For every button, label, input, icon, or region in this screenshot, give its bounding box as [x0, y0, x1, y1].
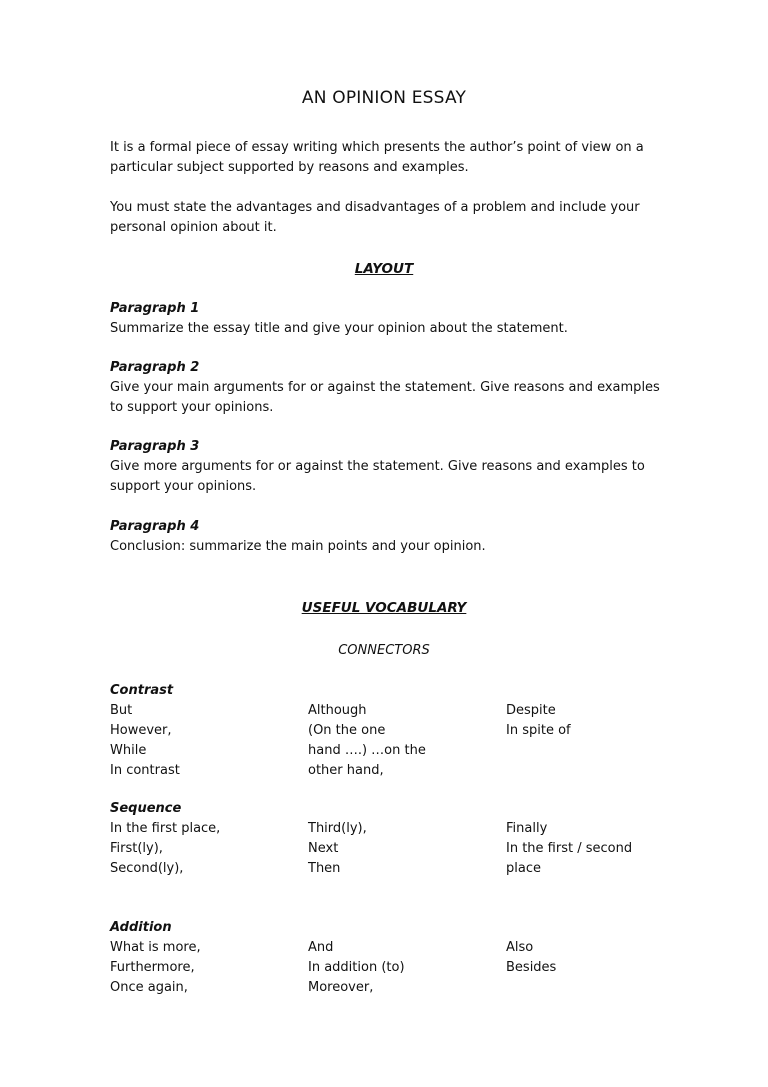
- connector-word: While: [110, 743, 147, 758]
- connector-word: In the first / second: [506, 841, 633, 856]
- paragraph-label: Paragraph 2: [110, 360, 200, 375]
- connector-group-sequence: [110, 799, 670, 876]
- connector-word: In spite of: [506, 723, 571, 738]
- group-label: Sequence: [110, 801, 182, 816]
- connector-word: other hand,: [308, 763, 384, 778]
- connector-word: Then: [308, 861, 341, 876]
- connector-word: But: [110, 703, 133, 718]
- connector-word: In addition (to): [308, 960, 405, 975]
- connector-word: First(ly),: [110, 841, 163, 856]
- intro-paragraph-2: You must state the advantages and disadvantages of a problem and include your personal opinion about it.: [110, 200, 640, 235]
- connector-column-1: [110, 938, 300, 998]
- connector-word: Although: [308, 703, 367, 718]
- connector-word: What is more,: [110, 940, 201, 955]
- layout-paragraph-1: [110, 299, 670, 339]
- paragraph-label: Paragraph 4: [110, 519, 200, 534]
- paragraph-label: Paragraph 3: [110, 439, 200, 454]
- layout-paragraph-4: [110, 517, 670, 557]
- intro-paragraph-1: It is a formal piece of essay writing which presents the author’s point of view on a particular subject supported by reasons and examples.: [110, 140, 644, 175]
- group-label: Addition: [110, 920, 172, 935]
- layout-heading: LAYOUT: [354, 261, 414, 277]
- connector-word: However,: [110, 723, 172, 738]
- connector-word: hand ….) …on the: [308, 743, 426, 758]
- connector-group-addition: [110, 918, 670, 995]
- connector-column-1: [110, 701, 300, 781]
- connector-word: Second(ly),: [110, 861, 184, 876]
- connector-word: In contrast: [110, 763, 180, 778]
- connector-word: Once again,: [110, 980, 188, 995]
- connector-column-3: [506, 701, 676, 741]
- paragraph-text: Give more arguments for or against the statement. Give reasons and examples to support your opinions.: [110, 459, 645, 494]
- connector-word: And: [308, 940, 334, 955]
- group-label: Contrast: [110, 683, 174, 698]
- vocabulary-heading: USEFUL VOCABULARY: [301, 600, 467, 616]
- layout-paragraph-2: [110, 358, 670, 418]
- connector-word: Furthermore,: [110, 960, 195, 975]
- connector-word: Besides: [506, 960, 557, 975]
- connector-column-2: [308, 938, 498, 998]
- paragraph-text: Give your main arguments for or against the statement. Give reasons and examples to support your opinions.: [110, 380, 660, 415]
- paragraph-label: Paragraph 1: [110, 301, 200, 316]
- connector-word: In the first place,: [110, 821, 221, 836]
- connector-word: Third(ly),: [308, 821, 367, 836]
- connector-column-3: [506, 938, 676, 978]
- connector-column-2: [308, 701, 498, 781]
- connector-word: Moreover,: [308, 980, 374, 995]
- connector-column-3: [506, 819, 676, 879]
- connector-word: Next: [308, 841, 339, 856]
- document-title: AN OPINION ESSAY: [301, 88, 467, 108]
- connector-column-2: [308, 819, 498, 879]
- paragraph-text: Conclusion: summarize the main points and your opinion.: [110, 539, 486, 554]
- connector-word: (On the one: [308, 723, 386, 738]
- connector-group-contrast: [110, 681, 670, 778]
- layout-paragraph-3: [110, 437, 670, 497]
- connector-column-1: [110, 819, 300, 879]
- connector-word: place: [506, 861, 541, 876]
- connector-word: Despite: [506, 703, 556, 718]
- connector-word: Also: [506, 940, 534, 955]
- connectors-heading: CONNECTORS: [338, 643, 430, 658]
- connector-word: Finally: [506, 821, 548, 836]
- paragraph-text: Summarize the essay title and give your opinion about the statement.: [110, 321, 568, 336]
